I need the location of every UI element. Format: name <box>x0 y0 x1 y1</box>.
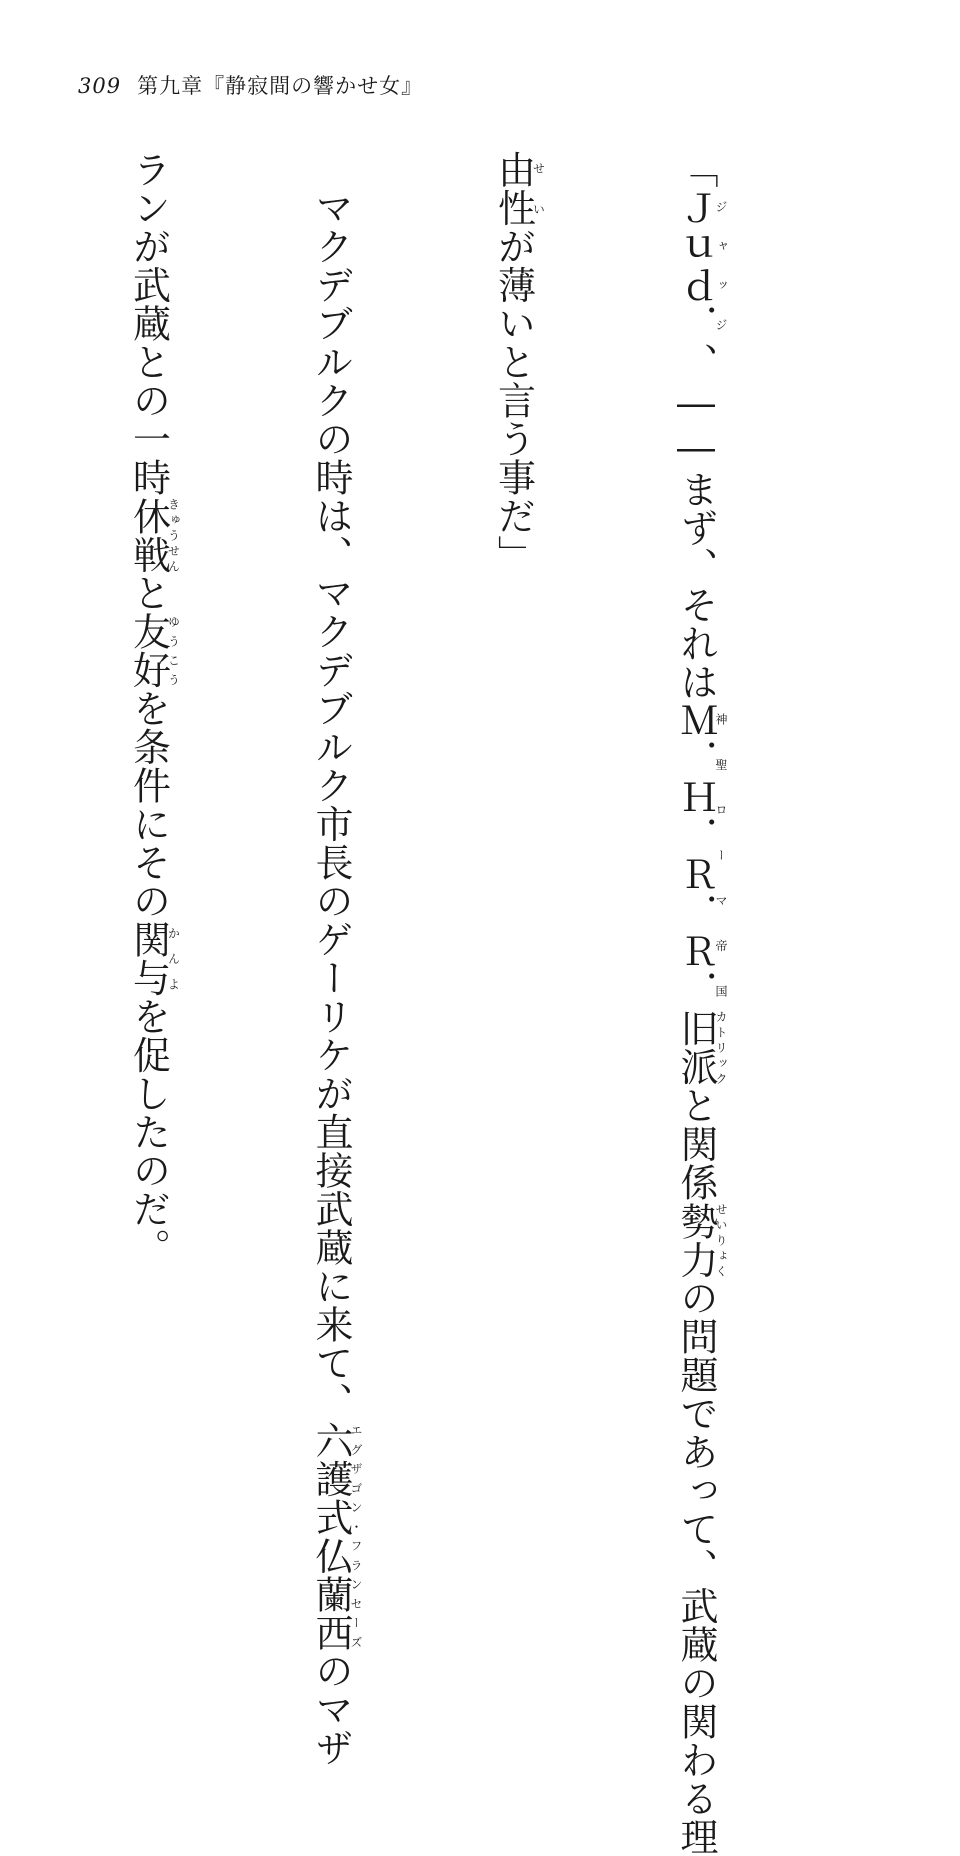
page-header <box>78 70 423 100</box>
page-number: 309 <box>78 74 122 98</box>
vertical-body-text <box>0 150 848 1856</box>
text-line-1: 「Ｊｕｄ．ジャッジ、――まず、それはＭ．Ｈ．Ｒ．Ｒ．神聖ローマ帝国旧派カトリックと関係勢力せいりょくの問題であって、武蔵の関わる理 <box>674 150 728 1856</box>
text-line-4: ランが武蔵との一時休戦きゅうせんと友好ゆうこうを条件にその関与かんよを促したのだ。 <box>126 150 181 1267</box>
chapter-title: 第九章『静寂間の響かせ女』 <box>137 74 424 98</box>
text-line-2: 由性せいが薄いと言う事だ」 <box>491 150 546 574</box>
text-line-3: マクデブルクの時は、マクデブルク市長のゲーリケが直接武蔵に来て、六護式仏蘭西エグザゴン・フランセーズのマザ <box>309 150 363 1767</box>
